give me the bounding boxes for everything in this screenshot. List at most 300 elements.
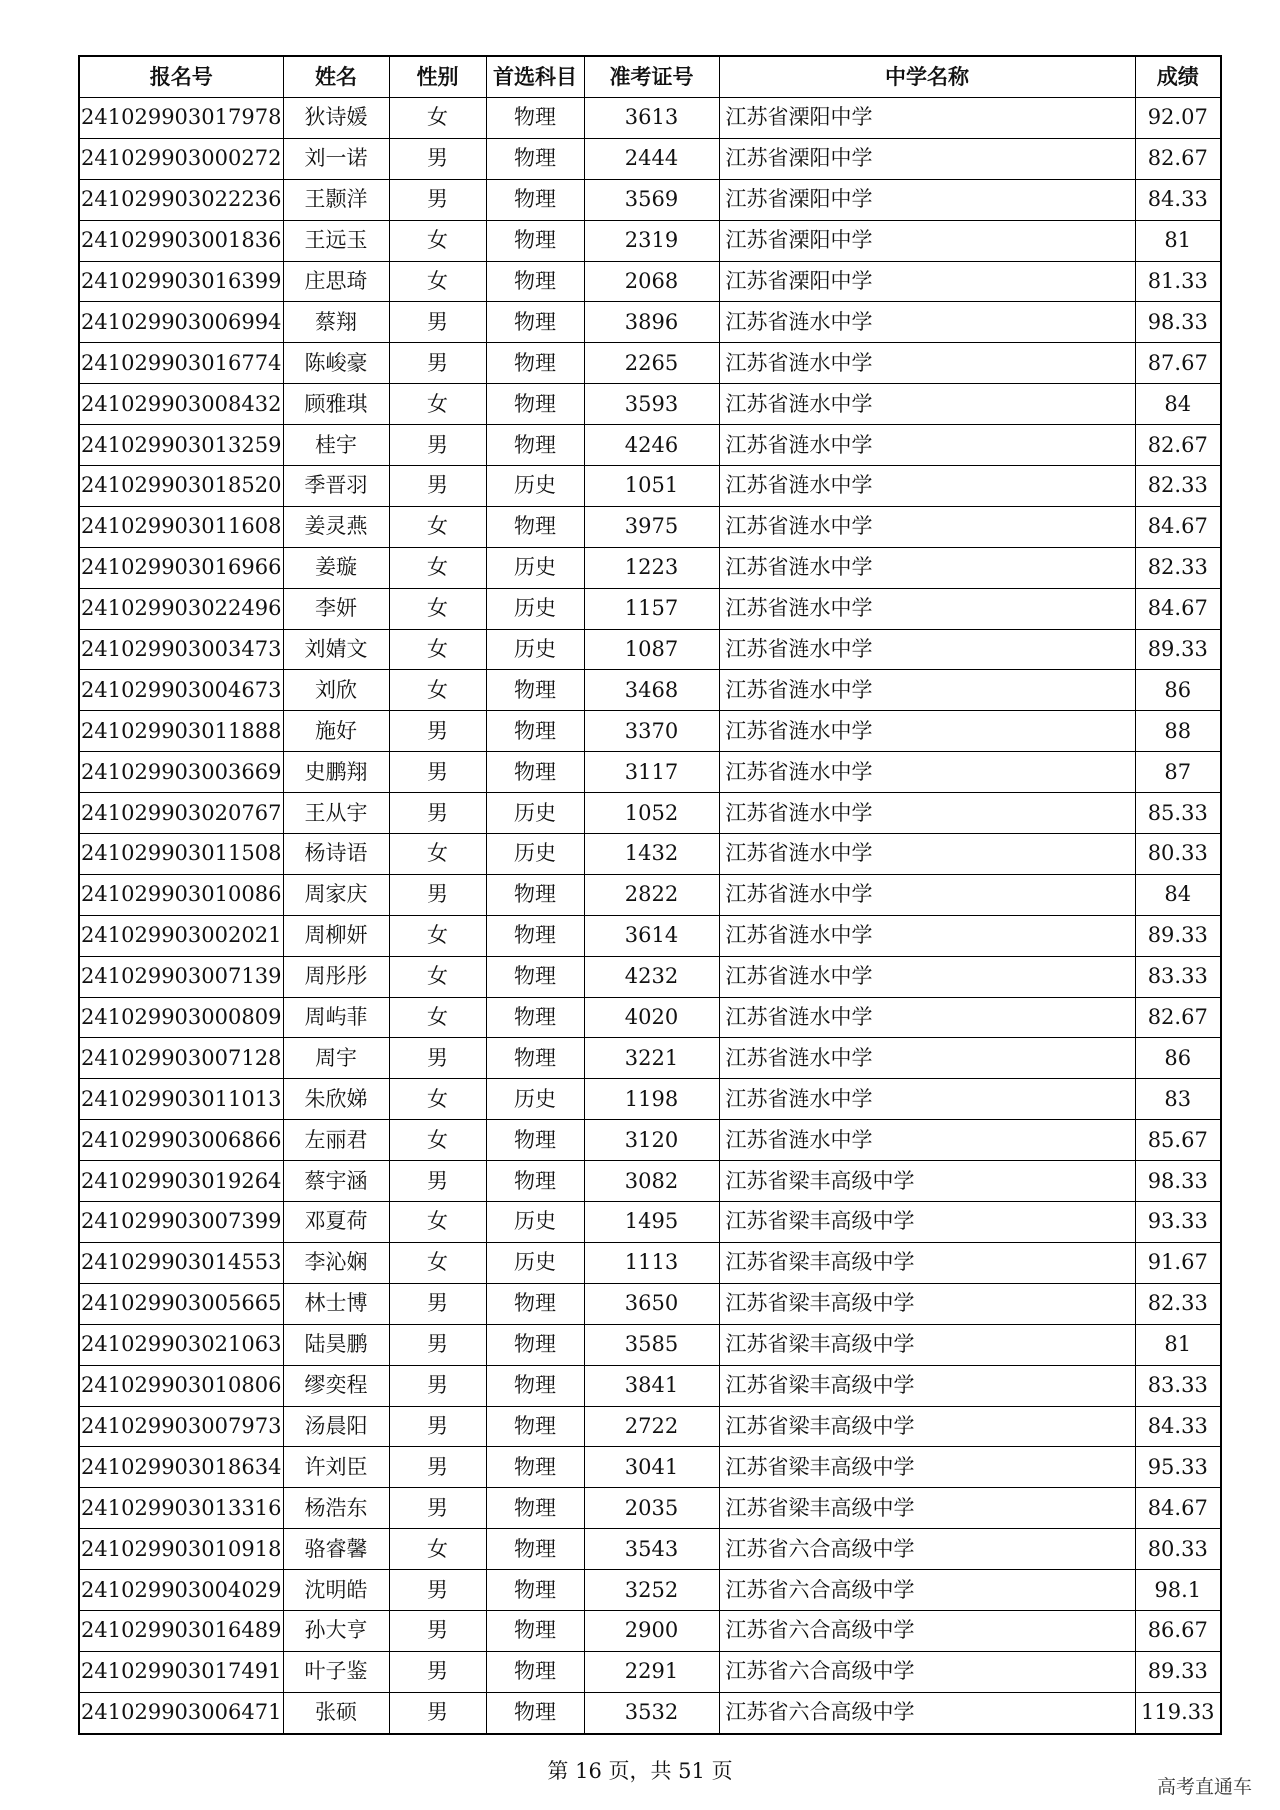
cell-school: 江苏省梁丰高级中学 bbox=[719, 1242, 1135, 1283]
cell-subject: 物理 bbox=[486, 138, 584, 179]
cell-gender: 男 bbox=[389, 752, 486, 793]
cell-gender: 男 bbox=[389, 1324, 486, 1365]
cell-exam-no: 3532 bbox=[584, 1692, 719, 1733]
cell-reg-no: 241029903016966 bbox=[79, 547, 283, 588]
cell-name: 狄诗媛 bbox=[283, 98, 389, 139]
cell-name: 许刘臣 bbox=[283, 1447, 389, 1488]
cell-score: 81 bbox=[1135, 220, 1221, 261]
table-body bbox=[79, 98, 1221, 1734]
table-row bbox=[79, 1283, 1221, 1324]
cell-school: 江苏省涟水中学 bbox=[719, 629, 1135, 670]
cell-school: 江苏省涟水中学 bbox=[719, 384, 1135, 425]
cell-name: 缪奕程 bbox=[283, 1365, 389, 1406]
table-row bbox=[79, 343, 1221, 384]
cell-gender: 男 bbox=[389, 302, 486, 343]
cell-reg-no: 241029903013259 bbox=[79, 425, 283, 466]
header-gender: 性别 bbox=[389, 56, 486, 98]
cell-gender: 男 bbox=[389, 179, 486, 220]
cell-reg-no: 241029903006866 bbox=[79, 1120, 283, 1161]
cell-exam-no: 1113 bbox=[584, 1242, 719, 1283]
cell-reg-no: 241029903010806 bbox=[79, 1365, 283, 1406]
cell-school: 江苏省涟水中学 bbox=[719, 874, 1135, 915]
cell-name: 沈明皓 bbox=[283, 1570, 389, 1611]
cell-gender: 男 bbox=[389, 711, 486, 752]
cell-score: 89.33 bbox=[1135, 629, 1221, 670]
cell-gender: 女 bbox=[389, 1202, 486, 1243]
cell-gender: 女 bbox=[389, 384, 486, 425]
cell-school: 江苏省涟水中学 bbox=[719, 752, 1135, 793]
cell-score: 98.1 bbox=[1135, 1570, 1221, 1611]
cell-subject: 物理 bbox=[486, 1610, 584, 1651]
cell-reg-no: 241029903018634 bbox=[79, 1447, 283, 1488]
cell-score: 87 bbox=[1135, 752, 1221, 793]
cell-gender: 女 bbox=[389, 588, 486, 629]
cell-score: 93.33 bbox=[1135, 1202, 1221, 1243]
table-row bbox=[79, 956, 1221, 997]
cell-school: 江苏省梁丰高级中学 bbox=[719, 1406, 1135, 1447]
cell-subject: 物理 bbox=[486, 179, 584, 220]
cell-exam-no: 3975 bbox=[584, 506, 719, 547]
cell-gender: 男 bbox=[389, 1406, 486, 1447]
cell-gender: 男 bbox=[389, 1651, 486, 1692]
cell-exam-no: 3221 bbox=[584, 1038, 719, 1079]
cell-school: 江苏省六合高级中学 bbox=[719, 1610, 1135, 1651]
cell-reg-no: 241029903011608 bbox=[79, 506, 283, 547]
cell-school: 江苏省涟水中学 bbox=[719, 1038, 1135, 1079]
cell-name: 姜灵燕 bbox=[283, 506, 389, 547]
cell-exam-no: 2900 bbox=[584, 1610, 719, 1651]
cell-school: 江苏省六合高级中学 bbox=[719, 1570, 1135, 1611]
cell-subject: 物理 bbox=[486, 506, 584, 547]
cell-name: 张硕 bbox=[283, 1692, 389, 1733]
cell-reg-no: 241029903006471 bbox=[79, 1692, 283, 1733]
cell-subject: 物理 bbox=[486, 1365, 584, 1406]
score-sheet bbox=[78, 55, 1220, 1735]
table-row bbox=[79, 1365, 1221, 1406]
table-row bbox=[79, 1488, 1221, 1529]
cell-gender: 女 bbox=[389, 629, 486, 670]
cell-subject: 物理 bbox=[486, 220, 584, 261]
cell-reg-no: 241029903022496 bbox=[79, 588, 283, 629]
cell-reg-no: 241029903003473 bbox=[79, 629, 283, 670]
cell-name: 孙大亨 bbox=[283, 1610, 389, 1651]
cell-exam-no: 1157 bbox=[584, 588, 719, 629]
table-row bbox=[79, 1692, 1221, 1733]
cell-exam-no: 1087 bbox=[584, 629, 719, 670]
cell-gender: 女 bbox=[389, 1242, 486, 1283]
cell-name: 桂宇 bbox=[283, 425, 389, 466]
cell-subject: 物理 bbox=[486, 1488, 584, 1529]
cell-score: 85.33 bbox=[1135, 793, 1221, 834]
cell-name: 李妍 bbox=[283, 588, 389, 629]
table-row bbox=[79, 1406, 1221, 1447]
cell-school: 江苏省涟水中学 bbox=[719, 588, 1135, 629]
cell-school: 江苏省梁丰高级中学 bbox=[719, 1324, 1135, 1365]
table-row bbox=[79, 793, 1221, 834]
cell-score: 83.33 bbox=[1135, 956, 1221, 997]
cell-exam-no: 4246 bbox=[584, 425, 719, 466]
cell-name: 王颢洋 bbox=[283, 179, 389, 220]
cell-reg-no: 241029903003669 bbox=[79, 752, 283, 793]
cell-exam-no: 4232 bbox=[584, 956, 719, 997]
cell-school: 江苏省溧阳中学 bbox=[719, 98, 1135, 139]
cell-exam-no: 3841 bbox=[584, 1365, 719, 1406]
table-row bbox=[79, 1161, 1221, 1202]
table-row bbox=[79, 1120, 1221, 1161]
table-row bbox=[79, 1324, 1221, 1365]
cell-name: 陆昊鹏 bbox=[283, 1324, 389, 1365]
page-footer: 第 16 页，共 51 页 bbox=[547, 1759, 733, 1783]
cell-exam-no: 1432 bbox=[584, 834, 719, 875]
cell-exam-no: 3593 bbox=[584, 384, 719, 425]
cell-name: 周宇 bbox=[283, 1038, 389, 1079]
cell-subject: 历史 bbox=[486, 466, 584, 507]
cell-name: 陈峻豪 bbox=[283, 343, 389, 384]
cell-gender: 男 bbox=[389, 343, 486, 384]
cell-reg-no: 241029903000809 bbox=[79, 997, 283, 1038]
cell-reg-no: 241029903014553 bbox=[79, 1242, 283, 1283]
cell-gender: 女 bbox=[389, 915, 486, 956]
cell-gender: 男 bbox=[389, 1365, 486, 1406]
cell-name: 朱欣娣 bbox=[283, 1079, 389, 1120]
table-row bbox=[79, 1570, 1221, 1611]
cell-gender: 男 bbox=[389, 466, 486, 507]
cell-reg-no: 241029903019264 bbox=[79, 1161, 283, 1202]
cell-score: 81.33 bbox=[1135, 261, 1221, 302]
table-row bbox=[79, 179, 1221, 220]
header-school: 中学名称 bbox=[719, 56, 1135, 98]
cell-name: 蔡翔 bbox=[283, 302, 389, 343]
cell-exam-no: 3117 bbox=[584, 752, 719, 793]
cell-name: 顾雅琪 bbox=[283, 384, 389, 425]
cell-subject: 物理 bbox=[486, 1161, 584, 1202]
cell-reg-no: 241029903018520 bbox=[79, 466, 283, 507]
cell-exam-no: 3614 bbox=[584, 915, 719, 956]
cell-score: 84.33 bbox=[1135, 1406, 1221, 1447]
cell-score: 80.33 bbox=[1135, 834, 1221, 875]
table-header-row bbox=[79, 56, 1221, 98]
cell-subject: 物理 bbox=[486, 1447, 584, 1488]
cell-gender: 女 bbox=[389, 1120, 486, 1161]
cell-subject: 物理 bbox=[486, 1283, 584, 1324]
cell-gender: 男 bbox=[389, 1692, 486, 1733]
cell-gender: 男 bbox=[389, 1038, 486, 1079]
cell-gender: 女 bbox=[389, 997, 486, 1038]
cell-score: 89.33 bbox=[1135, 1651, 1221, 1692]
cell-name: 周柳妍 bbox=[283, 915, 389, 956]
table-row bbox=[79, 1202, 1221, 1243]
cell-subject: 物理 bbox=[486, 261, 584, 302]
cell-name: 左丽君 bbox=[283, 1120, 389, 1161]
cell-name: 刘一诺 bbox=[283, 138, 389, 179]
cell-reg-no: 241029903008432 bbox=[79, 384, 283, 425]
cell-reg-no: 241029903002021 bbox=[79, 915, 283, 956]
cell-score: 82.67 bbox=[1135, 425, 1221, 466]
cell-subject: 物理 bbox=[486, 1120, 584, 1161]
table-row bbox=[79, 547, 1221, 588]
cell-exam-no: 1198 bbox=[584, 1079, 719, 1120]
cell-score: 84.67 bbox=[1135, 506, 1221, 547]
cell-reg-no: 241029903007973 bbox=[79, 1406, 283, 1447]
cell-score: 98.33 bbox=[1135, 1161, 1221, 1202]
cell-gender: 女 bbox=[389, 670, 486, 711]
cell-school: 江苏省溧阳中学 bbox=[719, 261, 1135, 302]
cell-reg-no: 241029903007128 bbox=[79, 1038, 283, 1079]
table-row bbox=[79, 1610, 1221, 1651]
table-row bbox=[79, 915, 1221, 956]
cell-name: 季晋羽 bbox=[283, 466, 389, 507]
cell-subject: 物理 bbox=[486, 1406, 584, 1447]
cell-reg-no: 241029903007139 bbox=[79, 956, 283, 997]
cell-gender: 女 bbox=[389, 98, 486, 139]
cell-name: 王从宇 bbox=[283, 793, 389, 834]
cell-subject: 物理 bbox=[486, 343, 584, 384]
cell-name: 杨浩东 bbox=[283, 1488, 389, 1529]
cell-reg-no: 241029903001836 bbox=[79, 220, 283, 261]
cell-name: 周彤彤 bbox=[283, 956, 389, 997]
cell-gender: 男 bbox=[389, 1161, 486, 1202]
cell-reg-no: 241029903010918 bbox=[79, 1529, 283, 1570]
cell-school: 江苏省梁丰高级中学 bbox=[719, 1202, 1135, 1243]
table-row bbox=[79, 425, 1221, 466]
cell-name: 刘欣 bbox=[283, 670, 389, 711]
cell-school: 江苏省涟水中学 bbox=[719, 1120, 1135, 1161]
cell-subject: 物理 bbox=[486, 302, 584, 343]
table-row bbox=[79, 1651, 1221, 1692]
cell-reg-no: 241029903004673 bbox=[79, 670, 283, 711]
watermark-text: 高考直通车 bbox=[1156, 1776, 1252, 1798]
cell-exam-no: 2444 bbox=[584, 138, 719, 179]
header-reg-no: 报名号 bbox=[79, 56, 283, 98]
cell-school: 江苏省溧阳中学 bbox=[719, 179, 1135, 220]
cell-score: 82.67 bbox=[1135, 997, 1221, 1038]
table-row bbox=[79, 466, 1221, 507]
cell-score: 86.67 bbox=[1135, 1610, 1221, 1651]
cell-school: 江苏省涟水中学 bbox=[719, 425, 1135, 466]
table-row bbox=[79, 834, 1221, 875]
cell-subject: 物理 bbox=[486, 752, 584, 793]
cell-name: 王远玉 bbox=[283, 220, 389, 261]
cell-subject: 历史 bbox=[486, 588, 584, 629]
cell-exam-no: 2068 bbox=[584, 261, 719, 302]
cell-exam-no: 3468 bbox=[584, 670, 719, 711]
cell-subject: 物理 bbox=[486, 1570, 584, 1611]
cell-subject: 物理 bbox=[486, 1324, 584, 1365]
header-exam-no: 准考证号 bbox=[584, 56, 719, 98]
cell-exam-no: 2319 bbox=[584, 220, 719, 261]
table-row bbox=[79, 1038, 1221, 1079]
cell-name: 李沁娴 bbox=[283, 1242, 389, 1283]
cell-exam-no: 4020 bbox=[584, 997, 719, 1038]
cell-exam-no: 2291 bbox=[584, 1651, 719, 1692]
cell-score: 119.33 bbox=[1135, 1692, 1221, 1733]
score-table bbox=[78, 55, 1222, 1735]
cell-subject: 物理 bbox=[486, 1529, 584, 1570]
cell-score: 80.33 bbox=[1135, 1529, 1221, 1570]
cell-exam-no: 3585 bbox=[584, 1324, 719, 1365]
cell-score: 82.67 bbox=[1135, 138, 1221, 179]
cell-name: 史鹏翔 bbox=[283, 752, 389, 793]
cell-subject: 物理 bbox=[486, 997, 584, 1038]
cell-score: 84 bbox=[1135, 384, 1221, 425]
cell-gender: 女 bbox=[389, 1079, 486, 1120]
cell-school: 江苏省六合高级中学 bbox=[719, 1651, 1135, 1692]
cell-score: 95.33 bbox=[1135, 1447, 1221, 1488]
cell-gender: 男 bbox=[389, 1570, 486, 1611]
cell-subject: 物理 bbox=[486, 670, 584, 711]
cell-subject: 历史 bbox=[486, 629, 584, 670]
cell-exam-no: 1223 bbox=[584, 547, 719, 588]
table-row bbox=[79, 752, 1221, 793]
cell-score: 82.33 bbox=[1135, 1283, 1221, 1324]
table-row bbox=[79, 220, 1221, 261]
cell-name: 姜璇 bbox=[283, 547, 389, 588]
cell-score: 89.33 bbox=[1135, 915, 1221, 956]
cell-school: 江苏省涟水中学 bbox=[719, 547, 1135, 588]
cell-school: 江苏省溧阳中学 bbox=[719, 220, 1135, 261]
cell-reg-no: 241029903021063 bbox=[79, 1324, 283, 1365]
table-row bbox=[79, 1447, 1221, 1488]
cell-school: 江苏省六合高级中学 bbox=[719, 1692, 1135, 1733]
cell-score: 82.33 bbox=[1135, 466, 1221, 507]
cell-name: 汤晨阳 bbox=[283, 1406, 389, 1447]
cell-name: 周家庆 bbox=[283, 874, 389, 915]
cell-score: 86 bbox=[1135, 670, 1221, 711]
cell-exam-no: 3569 bbox=[584, 179, 719, 220]
cell-subject: 历史 bbox=[486, 1242, 584, 1283]
cell-exam-no: 3120 bbox=[584, 1120, 719, 1161]
cell-gender: 男 bbox=[389, 1283, 486, 1324]
cell-subject: 历史 bbox=[486, 793, 584, 834]
cell-name: 周屿菲 bbox=[283, 997, 389, 1038]
cell-name: 杨诗语 bbox=[283, 834, 389, 875]
header-score: 成绩 bbox=[1135, 56, 1221, 98]
cell-score: 98.33 bbox=[1135, 302, 1221, 343]
table-row bbox=[79, 384, 1221, 425]
cell-exam-no: 2035 bbox=[584, 1488, 719, 1529]
cell-reg-no: 241029903007399 bbox=[79, 1202, 283, 1243]
cell-school: 江苏省涟水中学 bbox=[719, 506, 1135, 547]
cell-gender: 女 bbox=[389, 547, 486, 588]
cell-score: 81 bbox=[1135, 1324, 1221, 1365]
cell-school: 江苏省梁丰高级中学 bbox=[719, 1365, 1135, 1406]
cell-gender: 男 bbox=[389, 793, 486, 834]
cell-score: 84 bbox=[1135, 874, 1221, 915]
cell-subject: 物理 bbox=[486, 915, 584, 956]
cell-subject: 物理 bbox=[486, 711, 584, 752]
cell-gender: 女 bbox=[389, 956, 486, 997]
cell-exam-no: 3613 bbox=[584, 98, 719, 139]
cell-score: 88 bbox=[1135, 711, 1221, 752]
cell-reg-no: 241029903022236 bbox=[79, 179, 283, 220]
table-row bbox=[79, 1242, 1221, 1283]
cell-school: 江苏省涟水中学 bbox=[719, 1079, 1135, 1120]
cell-exam-no: 3896 bbox=[584, 302, 719, 343]
table-row bbox=[79, 506, 1221, 547]
cell-exam-no: 2265 bbox=[584, 343, 719, 384]
cell-reg-no: 241029903016489 bbox=[79, 1610, 283, 1651]
cell-school: 江苏省涟水中学 bbox=[719, 343, 1135, 384]
cell-reg-no: 241029903010086 bbox=[79, 874, 283, 915]
cell-score: 92.07 bbox=[1135, 98, 1221, 139]
cell-name: 刘婧文 bbox=[283, 629, 389, 670]
cell-exam-no: 3650 bbox=[584, 1283, 719, 1324]
cell-reg-no: 241029903011508 bbox=[79, 834, 283, 875]
cell-subject: 物理 bbox=[486, 874, 584, 915]
table-row bbox=[79, 874, 1221, 915]
cell-school: 江苏省涟水中学 bbox=[719, 670, 1135, 711]
cell-score: 83.33 bbox=[1135, 1365, 1221, 1406]
table-row bbox=[79, 1529, 1221, 1570]
cell-school: 江苏省涟水中学 bbox=[719, 915, 1135, 956]
cell-score: 85.67 bbox=[1135, 1120, 1221, 1161]
table-row bbox=[79, 138, 1221, 179]
cell-subject: 物理 bbox=[486, 384, 584, 425]
cell-name: 林士博 bbox=[283, 1283, 389, 1324]
cell-school: 江苏省涟水中学 bbox=[719, 302, 1135, 343]
cell-gender: 男 bbox=[389, 1610, 486, 1651]
cell-reg-no: 241029903016399 bbox=[79, 261, 283, 302]
cell-exam-no: 2722 bbox=[584, 1406, 719, 1447]
cell-exam-no: 3041 bbox=[584, 1447, 719, 1488]
cell-exam-no: 2822 bbox=[584, 874, 719, 915]
cell-reg-no: 241029903017978 bbox=[79, 98, 283, 139]
cell-name: 庄思琦 bbox=[283, 261, 389, 302]
table-row bbox=[79, 261, 1221, 302]
cell-name: 骆睿馨 bbox=[283, 1529, 389, 1570]
cell-score: 84.67 bbox=[1135, 1488, 1221, 1529]
cell-reg-no: 241029903020767 bbox=[79, 793, 283, 834]
cell-school: 江苏省溧阳中学 bbox=[719, 138, 1135, 179]
cell-exam-no: 3252 bbox=[584, 1570, 719, 1611]
cell-reg-no: 241029903013316 bbox=[79, 1488, 283, 1529]
cell-exam-no: 3082 bbox=[584, 1161, 719, 1202]
cell-reg-no: 241029903011888 bbox=[79, 711, 283, 752]
table-row bbox=[79, 997, 1221, 1038]
cell-score: 87.67 bbox=[1135, 343, 1221, 384]
cell-school: 江苏省梁丰高级中学 bbox=[719, 1161, 1135, 1202]
cell-reg-no: 241029903006994 bbox=[79, 302, 283, 343]
cell-gender: 女 bbox=[389, 834, 486, 875]
cell-exam-no: 1051 bbox=[584, 466, 719, 507]
cell-school: 江苏省梁丰高级中学 bbox=[719, 1447, 1135, 1488]
cell-subject: 物理 bbox=[486, 1038, 584, 1079]
cell-gender: 男 bbox=[389, 138, 486, 179]
cell-score: 83 bbox=[1135, 1079, 1221, 1120]
cell-gender: 男 bbox=[389, 1447, 486, 1488]
cell-name: 蔡宇涵 bbox=[283, 1161, 389, 1202]
table-row bbox=[79, 98, 1221, 139]
table-row bbox=[79, 588, 1221, 629]
cell-school: 江苏省涟水中学 bbox=[719, 997, 1135, 1038]
cell-subject: 物理 bbox=[486, 1651, 584, 1692]
cell-subject: 历史 bbox=[486, 834, 584, 875]
table-row bbox=[79, 302, 1221, 343]
cell-school: 江苏省梁丰高级中学 bbox=[719, 1488, 1135, 1529]
cell-name: 叶子鉴 bbox=[283, 1651, 389, 1692]
table-row bbox=[79, 629, 1221, 670]
table-row bbox=[79, 711, 1221, 752]
cell-exam-no: 3370 bbox=[584, 711, 719, 752]
cell-reg-no: 241029903000272 bbox=[79, 138, 283, 179]
cell-gender: 男 bbox=[389, 874, 486, 915]
cell-school: 江苏省梁丰高级中学 bbox=[719, 1283, 1135, 1324]
cell-gender: 男 bbox=[389, 425, 486, 466]
cell-gender: 女 bbox=[389, 220, 486, 261]
header-subject: 首选科目 bbox=[486, 56, 584, 98]
cell-exam-no: 3543 bbox=[584, 1529, 719, 1570]
cell-school: 江苏省涟水中学 bbox=[719, 956, 1135, 997]
